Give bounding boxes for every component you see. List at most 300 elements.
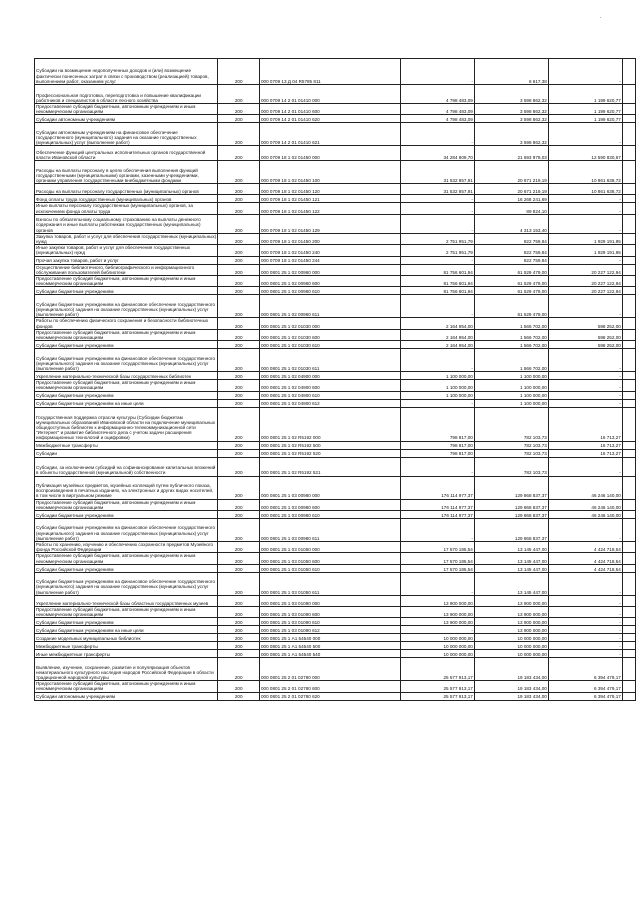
row-approved: 17 570 185,54 [400,542,474,553]
row-approved: 176 114 977,37 [400,499,474,510]
table-row [35,441,636,449]
table-row [35,692,636,700]
row-unexecuted: 4 424 718,54 [548,564,622,572]
row-spacer [622,476,635,499]
row-name: Работы по обеспечению физического сохранения и безопасности библиотечных фондов [35,318,218,329]
row-code: 200 [218,276,260,287]
row-unexecuted: 16 713,27 [548,441,622,449]
table-row [35,318,636,329]
table-row [35,449,636,457]
row-kbk: 000 0801 25 1 02 01030 610 [259,341,400,349]
row-name: Предоставление субсидий бюджетным, автономным учреждениям и иным некоммерческим организациям [35,681,218,692]
row-spacer [622,380,635,391]
row-unexecuted: - [548,203,622,214]
row-unexecuted: - [548,256,622,264]
row-unexecuted: 598 252,00 [548,318,622,329]
row-spacer [622,519,635,542]
row-code: 200 [218,564,260,572]
row-unexecuted: 6 394 479,17 [548,692,622,700]
row-unexecuted: 10 861 638,72 [548,161,622,184]
row-name: Предоставление субсидий бюджетным, автономным учреждениям и иным некоммерческим организациям [35,329,218,340]
row-name: Субсидии бюджетным учреждениям на финансовое обеспечение государственного (муниципального) задания на оказание государственных (муниципальных) услуг (выполнение работ) [35,295,218,318]
row-name: Прочая закупка товаров, работ и услуг [35,256,218,264]
row-code: 200 [218,380,260,391]
row-unexecuted: 46 246 140,00 [548,511,622,519]
row-unexecuted: - [548,519,622,542]
row-spacer [622,329,635,340]
row-name: Государственная поддержка отрасли культуры (Субсидии бюджетам муниципальных образований Ивановской области на подключение муниципальных общедоступных библиотек к информационно-телекоммуникационной сети "Интернет" и развитие библиотечного дела с учетом задачи расширения информационных технологий и оцифровки) [35,407,218,441]
row-name: Субсидии бюджетным учреждениям на финансовое обеспечение государственного (муниципального) задания на оказание государственных (муниципальных) услуг (выполнение работ) [35,519,218,542]
row-kbk: 000 0801 25 1 03 00980 000 [259,476,400,499]
table-row [35,380,636,391]
table-row [35,329,636,340]
row-executed: 13 900 000,00 [474,626,548,634]
row-kbk: 000 0709 18 1 02 01450 122 [259,203,400,214]
table-row [35,564,636,572]
row-unexecuted: 6 394 479,17 [548,681,622,692]
row-name: Предоставление субсидий бюджетным, автономным учреждениям и иным некоммерческим организациям [35,380,218,391]
table-row [35,658,636,681]
row-executed: 1 566 702,00 [474,341,548,349]
row-approved: 798 817,00 [400,449,474,457]
row-kbk: 000 0801 25 1 02 00960 611 [259,295,400,318]
row-code: 200 [218,161,260,184]
table-row [35,195,636,203]
row-approved: 17 570 185,54 [400,564,474,572]
row-unexecuted: - [548,626,622,634]
row-code: 200 [218,233,260,244]
row-kbk: 000 0709 18 1 02 01450 120 [259,184,400,195]
row-approved: 13 900 000,00 [400,606,474,617]
table-row [35,572,636,595]
table-row [35,372,636,380]
row-kbk: 000 0801 25 2 01 02780 000 [259,658,400,681]
row-executed: 3 598 862,32 [474,104,548,115]
table-row [35,618,636,626]
table-row [35,214,636,233]
table-row [35,59,636,85]
table-row [35,553,636,564]
row-name: Субсидии бюджетным учреждениям [35,341,218,349]
row-name: Субсидии автономным учреждениям [35,692,218,700]
row-spacer [622,195,635,203]
row-name: Расходы на выплаты персоналу в целях обеспечения выполнения функций государственными (муниципальными) органами, казенными учреждениями, органами управления государственными внебюджетными фондами [35,161,218,184]
row-name: Расходы на выплаты персоналу государственных (муниципальных) органов [35,184,218,195]
budget-execution-table [34,58,636,701]
row-executed: 1 566 702,00 [474,318,548,329]
row-spacer [622,276,635,287]
row-spacer [622,161,635,184]
row-executed: 822 759,84 [474,245,548,256]
row-executed: 61 529 479,00 [474,264,548,275]
row-kbk: 000 0709 18 1 02 01450 121 [259,195,400,203]
row-code: 200 [218,499,260,510]
row-code: 200 [218,692,260,700]
row-code: 200 [218,399,260,407]
row-unexecuted: - [548,650,622,658]
table-row [35,634,636,642]
row-kbk: 000 0801 25 1 А1 54540 500 [259,642,400,650]
row-name: Субсидии бюджетным учреждениям [35,564,218,572]
row-executed: 4 313 153,40 [474,214,548,233]
row-code: 200 [218,214,260,233]
row-kbk: 000 0801 25 1 02 04900 612 [259,399,400,407]
budget-report-sheet [34,58,636,701]
row-executed: 822 759,84 [474,233,548,244]
row-executed: 20 671 219,19 [474,184,548,195]
row-spacer [622,104,635,115]
row-code: 200 [218,372,260,380]
row-executed: 3 598 862,32 [474,123,548,146]
row-approved: 4 798 483,09 [400,115,474,123]
row-kbk: 000 0709 14 2 01 01410 000 [259,85,400,104]
row-code: 200 [218,195,260,203]
row-spacer [622,692,635,700]
table-row [35,399,636,407]
row-code: 200 [218,449,260,457]
row-spacer [622,214,635,233]
row-approved: 81 756 601,94 [400,264,474,275]
row-approved: 1 100 000,00 [400,372,474,380]
row-name: Предоставление субсидий бюджетным, автономным учреждениям и иным некоммерческим организациям [35,276,218,287]
row-approved: 25 577 913,17 [400,692,474,700]
row-code: 200 [218,618,260,626]
row-kbk: 000 0709 18 1 02 01450 200 [259,233,400,244]
row-approved: 17 570 185,54 [400,553,474,564]
row-approved: - [400,519,474,542]
row-unexecuted: 1 929 191,95 [548,233,622,244]
row-kbk: 000 0801 25 1 02 00960 600 [259,276,400,287]
row-kbk: 000 0801 25 1 03 01050 611 [259,572,400,595]
row-code: 200 [218,642,260,650]
row-spacer [622,349,635,372]
row-code: 200 [218,146,260,161]
row-code: 200 [218,681,260,692]
row-name: Субсидии бюджетным учреждениям на иные цели [35,626,218,634]
row-kbk: 000 0801 25 1 02 04900 600 [259,380,400,391]
row-code: 200 [218,295,260,318]
row-code: 200 [218,264,260,275]
row-unexecuted: 6 394 479,17 [548,658,622,681]
row-unexecuted: 10 861 638,72 [548,184,622,195]
row-executed: 129 868 837,37 [474,476,548,499]
row-code: 200 [218,542,260,553]
row-unexecuted: 1 199 620,77 [548,115,622,123]
row-name: Субсидии на возмещение недополученных доходов и (или) возмещение фактически понесенных затрат в связи с производством (реализацией) товаров, выполнением работ, оказанием услуг [35,59,218,85]
row-unexecuted: - [548,195,622,203]
row-spacer [622,391,635,399]
row-code: 200 [218,256,260,264]
row-executed: 129 868 837,37 [474,499,548,510]
row-spacer [622,650,635,658]
row-approved: 13 900 000,00 [400,595,474,606]
row-kbk: 000 0709 14 2 01 01410 620 [259,115,400,123]
row-unexecuted: 1 199 620,77 [548,104,622,115]
row-name: Выявление, изучение, сохранение, развитие и популяризация объектов нематериального культурного наследия народов Российской Федерации в области традиционной народной культуры [35,658,218,681]
row-executed: 6 617,38 [474,59,548,85]
row-approved: 798 817,00 [400,441,474,449]
row-approved: 10 000 000,00 [400,650,474,658]
row-code: 200 [218,606,260,617]
row-approved: - [400,457,474,476]
row-kbk: 000 0709 18 1 02 01450 244 [259,256,400,264]
row-spacer [622,372,635,380]
row-unexecuted: 16 713,27 [548,407,622,441]
table-row [35,457,636,476]
row-unexecuted: - [548,372,622,380]
table-row [35,626,636,634]
row-executed: 61 529 479,00 [474,295,548,318]
row-approved: 34 284 809,70 [400,146,474,161]
row-code: 200 [218,349,260,372]
table-row [35,341,636,349]
row-code: 200 [218,441,260,449]
row-approved: - [400,59,474,85]
row-unexecuted: 1 929 191,95 [548,245,622,256]
row-kbk: 000 0801 25 1 02 00960 610 [259,287,400,295]
table-row [35,511,636,519]
row-spacer [622,407,635,441]
row-kbk: 000 0709 13 Д 04 R5785 811 [259,59,400,85]
row-spacer [622,572,635,595]
table-row [35,146,636,161]
row-kbk: 000 0801 25 1 02 04900 000 [259,372,400,380]
table-row [35,123,636,146]
row-kbk: 000 0801 25 1 03 01090 610 [259,618,400,626]
row-spacer [622,295,635,318]
table-row [35,256,636,264]
row-name: Субсидии автономным учреждениям на финансовое обеспечение государственного (муниципального) задания на оказание государственных (муниципальных) услуг (выполнение работ) [35,123,218,146]
row-executed: 13 900 000,00 [474,606,548,617]
row-approved: 2 164 954,00 [400,329,474,340]
row-spacer [622,123,635,146]
table-row [35,407,636,441]
row-code: 200 [218,519,260,542]
row-spacer [622,184,635,195]
row-executed: 3 598 862,32 [474,115,548,123]
row-executed: 10 000 000,00 [474,634,548,642]
row-code: 200 [218,407,260,441]
row-name: Субсидии бюджетным учреждениям на финансовое обеспечение государственного (муниципального) задания на оказание государственных (муниципальных) услуг (выполнение работ) [35,572,218,595]
row-name: Субсидии бюджетным учреждениям [35,287,218,295]
row-spacer [622,595,635,606]
row-kbk: 000 0801 25 1 02 01030 600 [259,329,400,340]
row-code: 200 [218,553,260,564]
table-row [35,519,636,542]
row-name: Работы по хранению, изучению и обеспечению сохранности предметов Музейного фонда Российской Федерации [35,542,218,553]
row-approved: - [400,295,474,318]
row-executed: 782 103,73 [474,441,548,449]
row-name: Субсидии автономным учреждениям [35,115,218,123]
row-code: 200 [218,341,260,349]
row-code: 200 [218,626,260,634]
corner-mark: . [600,14,602,20]
row-name: Осуществление библиотечного, библиографического и информационного обслуживания пользователей библиотеки [35,264,218,275]
row-kbk: 000 0709 14 2 01 01410 600 [259,104,400,115]
row-kbk: 000 0801 25 1 03 01050 610 [259,564,400,572]
row-code: 200 [218,572,260,595]
row-unexecuted: - [548,349,622,372]
row-name: Укрепление материально-технической базы областных государственных музеев [35,595,218,606]
row-unexecuted: 16 713,27 [548,449,622,457]
row-unexecuted: 4 424 718,54 [548,553,622,564]
row-kbk: 000 0709 14 2 01 01410 621 [259,123,400,146]
row-unexecuted: - [548,606,622,617]
row-kbk: 000 0801 25 1 03 01090 612 [259,626,400,634]
row-approved: 2 751 951,79 [400,245,474,256]
row-kbk: 000 0801 25 1 03 01090 600 [259,606,400,617]
row-kbk: 000 0801 25 1 03 00980 610 [259,511,400,519]
table-row [35,606,636,617]
row-approved: - [400,349,474,372]
row-spacer [622,542,635,553]
row-approved: 10 000 000,00 [400,634,474,642]
row-kbk: 000 0801 25 1 02 R5192 500 [259,441,400,449]
table-row [35,161,636,184]
row-spacer [622,318,635,329]
row-code: 200 [218,658,260,681]
row-approved: 1 100 000,00 [400,391,474,399]
row-approved: - [400,203,474,214]
row-unexecuted: 46 246 140,00 [548,476,622,499]
row-approved: 31 532 857,91 [400,161,474,184]
row-code: 200 [218,329,260,340]
row-unexecuted: - [548,457,622,476]
row-kbk: 000 0709 18 1 02 01450 240 [259,245,400,256]
row-name: Обеспечение функций центральных исполнительных органов государственной власти Ивановской области [35,146,218,161]
row-approved: 2 164 954,00 [400,318,474,329]
row-approved: 176 114 977,37 [400,476,474,499]
row-name: Субсидии бюджетным учреждениям на иные цели [35,399,218,407]
row-spacer [622,499,635,510]
table-row [35,233,636,244]
table-row [35,499,636,510]
row-code: 200 [218,595,260,606]
row-unexecuted: 4 424 718,54 [548,542,622,553]
row-unexecuted: - [548,391,622,399]
row-approved: 798 817,00 [400,407,474,441]
table-row [35,681,636,692]
row-kbk: 000 0801 25 1 02 04900 610 [259,391,400,399]
row-kbk: 000 0801 25 1 02 01030 000 [259,318,400,329]
row-name: Предоставление субсидий бюджетным, автономным учреждениям и иным некоммерческим организациям [35,104,218,115]
row-kbk: 000 0801 25 1 02 00960 000 [259,264,400,275]
row-code: 200 [218,104,260,115]
row-executed: 1 100 000,00 [474,372,548,380]
row-name: Публикация музейных предметов, музейных коллекций путем публичного показа, воспроизведения в печатных изданиях, на электронных и других видах носителей, в том числе в виртуальном режиме [35,476,218,499]
row-unexecuted: - [548,380,622,391]
table-row [35,104,636,115]
row-executed: 19 183 434,00 [474,681,548,692]
row-approved: 4 798 483,09 [400,85,474,104]
row-approved: 2 751 951,79 [400,233,474,244]
row-executed: 129 868 837,37 [474,519,548,542]
row-name: Субсидии бюджетным учреждениям [35,511,218,519]
row-spacer [622,399,635,407]
row-executed: 782 103,73 [474,457,548,476]
row-approved: 2 164 954,00 [400,341,474,349]
table-row [35,245,636,256]
row-unexecuted: 1 199 620,77 [548,85,622,104]
row-code: 200 [218,184,260,195]
table-row [35,650,636,658]
row-spacer [622,606,635,617]
row-executed: 10 000 000,00 [474,650,548,658]
row-name: Предоставление субсидий бюджетным, автономным учреждениям и иным некоммерческим организациям [35,499,218,510]
row-kbk: 000 0801 25 1 03 01050 600 [259,553,400,564]
row-kbk: 000 0801 25 1 02 01030 611 [259,349,400,372]
table-row [35,85,636,104]
table-row [35,203,636,214]
row-approved: - [400,123,474,146]
row-name: Профессиональная подготовка, переподготовка и повышение квалификации работников и специалистов в области лесного хозяйства [35,85,218,104]
row-kbk: 000 0801 25 1 А1 54540 000 [259,634,400,642]
row-name: Укрепление материально-технической базы государственных библиотек [35,372,218,380]
row-spacer [622,256,635,264]
row-executed: 13 145 447,00 [474,553,548,564]
row-unexecuted: - [548,618,622,626]
row-unexecuted: - [548,59,622,85]
row-name: Иные межбюджетные трансферты [35,650,218,658]
row-name: Предоставление субсидий бюджетным, автономным учреждениям и иным некоммерческим организациям [35,553,218,564]
row-executed: 16 268 241,69 [474,195,548,203]
row-name: Закупка товаров, работ и услуг для обеспечения государственных (муниципальных) нужд [36,233,217,245]
row-executed: 1 100 000,00 [474,399,548,407]
row-spacer [622,457,635,476]
row-spacer [622,564,635,572]
table-row [35,391,636,399]
row-spacer [622,441,635,449]
row-name: Создание модельных муниципальных библиотек [35,634,218,642]
row-spacer [622,264,635,275]
table-row [35,287,636,295]
row-code: 200 [218,511,260,519]
row-name: Предоставление субсидий бюджетным, автономным учреждениям и иным некоммерческим организациям [35,606,218,617]
row-code: 200 [218,457,260,476]
row-approved: 81 756 601,94 [400,287,474,295]
row-executed: 61 529 479,00 [474,276,548,287]
row-spacer [622,658,635,681]
row-executed: 21 693 979,03 [474,146,548,161]
row-approved: - [400,399,474,407]
row-unexecuted: 12 590 830,67 [548,146,622,161]
row-name: Субсидии, за исключением субсидий на софинансирование капитальных вложений в объекты государственной (муниципальной) собственности [35,457,218,476]
row-kbk: 000 0801 25 1 02 R5192 000 [259,407,400,441]
row-kbk: 000 0709 18 1 02 01450 129 [259,214,400,233]
row-unexecuted: 20 227 122,94 [548,276,622,287]
row-executed: 19 183 434,00 [474,658,548,681]
row-approved: 25 577 913,17 [400,681,474,692]
row-spacer [622,287,635,295]
table-row [35,595,636,606]
row-kbk: 000 0801 25 1 А1 54540 540 [259,650,400,658]
row-executed: 782 103,73 [474,407,548,441]
row-unexecuted: 598 252,00 [548,329,622,340]
row-executed: 3 598 862,32 [474,85,548,104]
row-kbk: 000 0801 25 1 02 R5192 521 [259,457,400,476]
row-kbk: 000 0709 18 1 02 01450 100 [259,161,400,184]
row-approved: 10 000 000,00 [400,642,474,650]
row-spacer [622,115,635,123]
row-spacer [622,634,635,642]
row-kbk: 000 0801 25 2 01 02780 600 [259,681,400,692]
row-name: Фонд оплаты труда государственных (муниципальных) органов [35,195,218,203]
row-executed: 61 529 479,00 [474,287,548,295]
table-row [35,295,636,318]
row-spacer [622,203,635,214]
row-executed: 129 868 837,37 [474,511,548,519]
row-approved: - [400,195,474,203]
